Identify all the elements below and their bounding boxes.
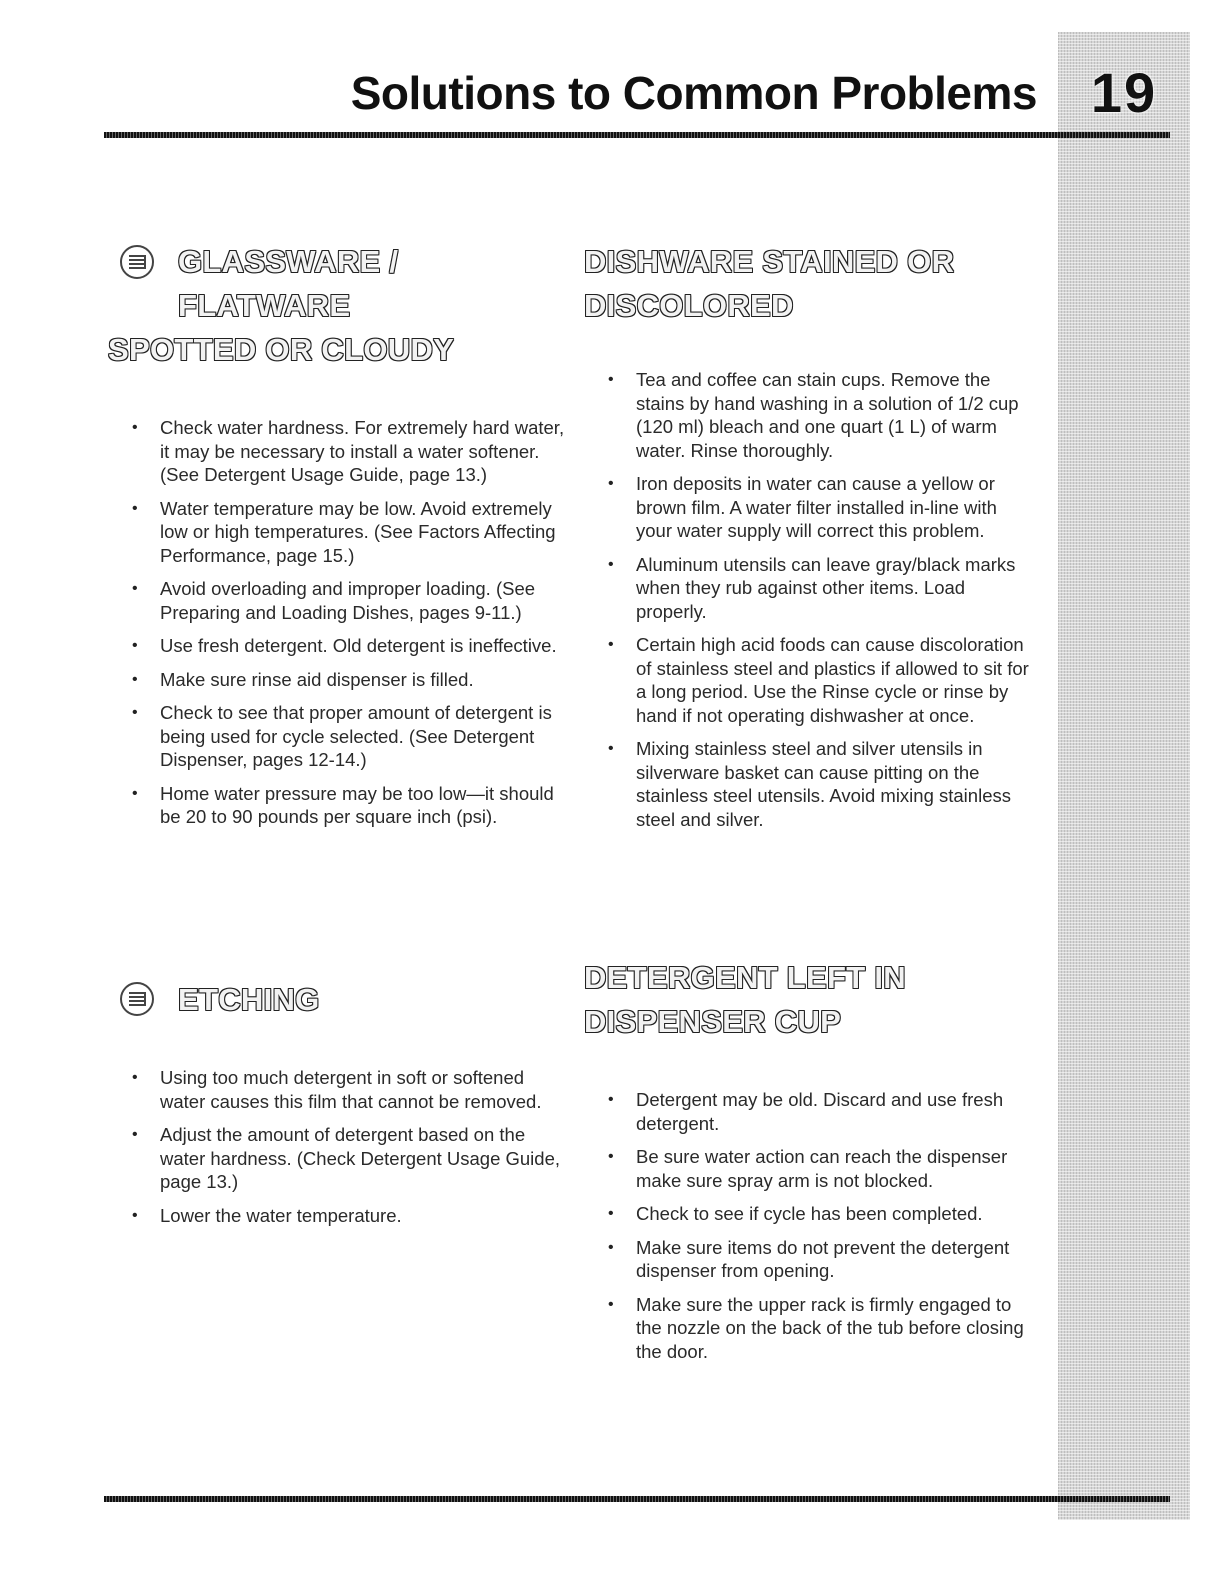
list-item: • Certain high acid foods can cause discoloration of stainless steel and plastics if allowed to sit for a long period. Use the Rinse cycle or rinse by hand if not operating dishwasher at once. [606,633,1034,727]
note-icon [120,245,154,279]
bullet-list [108,416,568,829]
list-item: • Be sure water action can reach the dispenser make sure spray arm is not blocked. [606,1145,1034,1192]
list-item: • Water temperature may be low. Avoid extremely low or high temperatures. (See Factors Affecting Performance, page 15.) [130,497,568,568]
list-item: • Make sure items do not prevent the detergent dispenser from opening. [606,1236,1034,1283]
list-item: • Make sure rinse aid dispenser is filled. [130,668,568,692]
list-item: • Aluminum utensils can leave gray/black marks when they rub against other items. Load properly. [606,553,1034,624]
page-side-tab [1058,32,1190,1520]
list-item: • Iron deposits in water can cause a yellow or brown film. A water filter installed in-line with your water supply will correct this problem. [606,472,1034,543]
page-title: Solutions to Common Problems [350,67,1037,119]
section-detergent-left [584,956,1034,1373]
bullet-list [584,1088,1034,1363]
list-item: • Home water pressure may be too low—it should be 20 to 90 pounds per square inch (psi). [130,782,568,829]
list-item: • Check to see if cycle has been completed. [606,1202,1034,1226]
list-item: • Using too much detergent in soft or softened water causes this film that cannot be removed. [130,1066,568,1113]
list-item: • Adjust the amount of detergent based on the water hardness. (Check Detergent Usage Guide, page 13.) [130,1123,568,1194]
section-glassware [108,240,568,839]
bullet-list [584,368,1034,831]
list-item: • Detergent may be old. Discard and use fresh detergent. [606,1088,1034,1135]
page-number: 19 [1090,61,1158,124]
section-etching [108,978,568,1237]
section-dishware [584,240,1034,841]
list-item: • Tea and coffee can stain cups. Remove the stains by hand washing in a solution of 1/2 cup (120 ml) bleach and one quart (1 L) of warm water. Rinse thoroughly. [606,368,1034,462]
list-item: • Lower the water temperature. [130,1204,568,1228]
footer-rule [104,1496,1170,1502]
bullet-list [108,1066,568,1227]
section-heading: ETCHING [178,982,320,1017]
section-heading: GLASSWARE / FLATWARE SPOTTED OR CLOUDY [108,244,455,367]
list-item: • Check water hardness. For extremely hard water, it may be necessary to install a water softener. (See Detergent Usage Guide, page 13.) [130,416,568,487]
header-rule [104,132,1170,138]
list-item: • Mixing stainless steel and silver utensils in silverware basket can cause pitting on the stainless steel utensils. Avoid mixing stainless steel and silver. [606,737,1034,831]
section-heading: DISHWARE STAINED OR DISCOLORED [584,244,955,323]
list-item: • Check to see that proper amount of detergent is being used for cycle selected. (See Detergent Dispenser, pages 12-14.) [130,701,568,772]
list-item: • Use fresh detergent. Old detergent is ineffective. [130,634,568,658]
note-icon [120,982,154,1016]
section-heading: DETERGENT LEFT IN DISPENSER CUP [584,960,906,1039]
list-item: • Avoid overloading and improper loading. (See Preparing and Loading Dishes, pages 9-11.) [130,577,568,624]
list-item: • Make sure the upper rack is firmly engaged to the nozzle on the back of the tub before closing the door. [606,1293,1034,1364]
